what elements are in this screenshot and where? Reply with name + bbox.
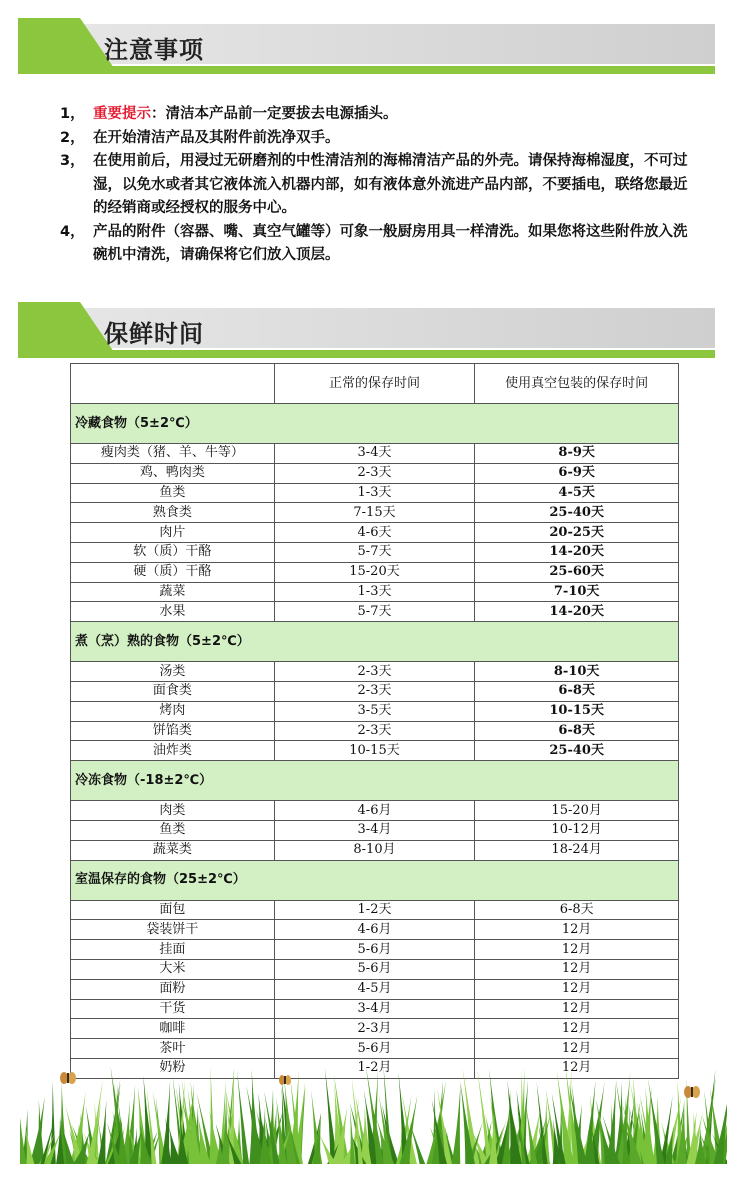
table-row <box>71 662 679 682</box>
freshness-banner <box>18 302 715 358</box>
vacuum-storage-cell: 12月 <box>475 1039 679 1059</box>
food-name-cell: 咖啡 <box>71 1019 275 1039</box>
vacuum-storage-cell: 8-10天 <box>475 662 679 682</box>
normal-storage-cell: 8-10月 <box>274 840 475 860</box>
vacuum-storage-cell: 8-9天 <box>475 444 679 464</box>
table-row <box>71 582 679 602</box>
table-header-row <box>71 364 679 404</box>
banner-underline <box>18 350 715 358</box>
vacuum-storage-cell: 20-25天 <box>475 523 679 543</box>
food-name-cell: 鱼类 <box>71 483 275 503</box>
normal-storage-cell: 4-6天 <box>274 523 475 543</box>
notice-item <box>60 150 700 221</box>
table-row <box>71 820 679 840</box>
category-label: 冷冻食物（-18±2℃） <box>71 761 679 801</box>
food-name-cell: 面包 <box>71 900 275 920</box>
table-row <box>71 681 679 701</box>
vacuum-storage-cell: 12月 <box>475 979 679 999</box>
normal-storage-cell: 4-6月 <box>274 920 475 940</box>
normal-storage-cell: 1-3天 <box>274 483 475 503</box>
normal-storage-cell: 2-3天 <box>274 463 475 483</box>
food-name-cell: 软（质）干酪 <box>71 542 275 562</box>
notice-item <box>60 221 700 268</box>
notice-item-text: 在开始清洁产品及其附件前洗净双手。 <box>93 129 340 146</box>
vacuum-storage-cell: 10-15天 <box>475 701 679 721</box>
notice-item-text: ：清洁本产品前一定要拔去电源插头。 <box>151 106 398 122</box>
storage-time-table <box>70 363 679 1079</box>
vacuum-storage-cell: 25-40天 <box>475 503 679 523</box>
table-row <box>71 463 679 483</box>
header-food <box>71 364 275 404</box>
table-row <box>71 523 679 543</box>
normal-storage-cell: 7-15天 <box>274 503 475 523</box>
vacuum-storage-cell: 6-8天 <box>475 681 679 701</box>
normal-storage-cell: 4-6月 <box>274 801 475 821</box>
food-name-cell: 汤类 <box>71 662 275 682</box>
table-body <box>71 404 679 1079</box>
vacuum-storage-cell: 10-12月 <box>475 820 679 840</box>
header-vacuum-storage: 使用真空包装的保存时间 <box>475 364 679 404</box>
vacuum-storage-cell: 18-24月 <box>475 840 679 860</box>
table-row <box>71 562 679 582</box>
notice-list <box>60 103 700 268</box>
food-name-cell: 茶叶 <box>71 1039 275 1059</box>
vacuum-storage-cell: 7-10天 <box>475 582 679 602</box>
table-row <box>71 602 679 622</box>
header-normal-storage: 正常的保存时间 <box>274 364 475 404</box>
normal-storage-cell: 3-4月 <box>274 820 475 840</box>
table-row <box>71 940 679 960</box>
banner-underline <box>18 66 715 74</box>
butterfly-icon <box>684 1086 700 1098</box>
food-name-cell: 蔬菜类 <box>71 840 275 860</box>
vacuum-storage-cell: 4-5天 <box>475 483 679 503</box>
vacuum-storage-cell: 6-9天 <box>475 463 679 483</box>
food-name-cell: 烤肉 <box>71 701 275 721</box>
vacuum-storage-cell: 25-40天 <box>475 741 679 761</box>
table-row <box>71 1039 679 1059</box>
notice-title: 注意事项 <box>104 36 204 64</box>
normal-storage-cell: 5-6月 <box>274 959 475 979</box>
food-name-cell: 肉片 <box>71 523 275 543</box>
vacuum-storage-cell: 14-20天 <box>475 542 679 562</box>
vacuum-storage-cell: 6-8天 <box>475 721 679 741</box>
table-row <box>71 801 679 821</box>
category-row <box>71 761 679 801</box>
vacuum-storage-cell: 14-20天 <box>475 602 679 622</box>
normal-storage-cell: 1-2月 <box>274 1058 475 1078</box>
vacuum-storage-cell: 12月 <box>475 959 679 979</box>
vacuum-storage-cell: 12月 <box>475 1019 679 1039</box>
grass-decoration <box>20 1060 727 1164</box>
food-name-cell: 面粉 <box>71 979 275 999</box>
category-label: 煮（烹）熟的食物（5±2℃） <box>71 622 679 662</box>
table-row <box>71 1019 679 1039</box>
food-name-cell: 瘦肉类（猪、羊、牛等） <box>71 444 275 464</box>
vacuum-storage-cell: 15-20月 <box>475 801 679 821</box>
food-name-cell: 蔬菜 <box>71 582 275 602</box>
food-name-cell: 饼馅类 <box>71 721 275 741</box>
food-name-cell: 袋装饼干 <box>71 920 275 940</box>
notice-item <box>60 103 700 127</box>
vacuum-storage-cell: 6-8天 <box>475 900 679 920</box>
notice-item-number: 1， <box>60 106 85 122</box>
normal-storage-cell: 5-7天 <box>274 542 475 562</box>
normal-storage-cell: 2-3天 <box>274 681 475 701</box>
notice-banner <box>18 18 715 74</box>
food-name-cell: 鱼类 <box>71 820 275 840</box>
table-row <box>71 721 679 741</box>
normal-storage-cell: 2-3月 <box>274 1019 475 1039</box>
vacuum-storage-cell: 12月 <box>475 999 679 1019</box>
category-label: 冷藏食物（5±2℃） <box>71 404 679 444</box>
vacuum-storage-cell: 25-60天 <box>475 562 679 582</box>
butterfly-icon <box>60 1072 76 1084</box>
table-row <box>71 701 679 721</box>
table-row <box>71 444 679 464</box>
food-name-cell: 硬（质）干酪 <box>71 562 275 582</box>
normal-storage-cell: 1-3天 <box>274 582 475 602</box>
table-row <box>71 920 679 940</box>
food-name-cell: 油炸类 <box>71 741 275 761</box>
normal-storage-cell: 5-6月 <box>274 940 475 960</box>
food-name-cell: 水果 <box>71 602 275 622</box>
notice-item-text: 在使用前后，用浸过无研磨剂的中性清洁剂的海棉清洁产品的外壳。请保持海棉湿度，不可过湿，以免水或者其它液体流入机器内部，如有液体意外流进产品内部，不要插电，联络您最近的经销商或经授权的服务中心。 <box>93 153 688 216</box>
normal-storage-cell: 4-5月 <box>274 979 475 999</box>
category-row <box>71 622 679 662</box>
normal-storage-cell: 3-4天 <box>274 444 475 464</box>
notice-highlight: 重要提示 <box>93 106 151 122</box>
normal-storage-cell: 3-5天 <box>274 701 475 721</box>
notice-item-number: 3， <box>60 153 85 169</box>
food-name-cell: 肉类 <box>71 801 275 821</box>
normal-storage-cell: 3-4月 <box>274 999 475 1019</box>
food-name-cell: 面食类 <box>71 681 275 701</box>
normal-storage-cell: 1-2天 <box>274 900 475 920</box>
notice-item <box>60 127 700 151</box>
food-name-cell: 大米 <box>71 959 275 979</box>
table-row <box>71 959 679 979</box>
normal-storage-cell: 5-6月 <box>274 1039 475 1059</box>
normal-storage-cell: 5-7天 <box>274 602 475 622</box>
table-row <box>71 840 679 860</box>
table-row <box>71 979 679 999</box>
notice-item-number: 2， <box>60 129 85 146</box>
food-name-cell: 熟食类 <box>71 503 275 523</box>
normal-storage-cell: 2-3天 <box>274 721 475 741</box>
normal-storage-cell: 2-3天 <box>274 662 475 682</box>
vacuum-storage-cell: 12月 <box>475 940 679 960</box>
notice-item-number: 4， <box>60 223 85 240</box>
food-name-cell: 干货 <box>71 999 275 1019</box>
freshness-title: 保鲜时间 <box>104 320 204 348</box>
butterfly-icon <box>279 1075 291 1085</box>
table-row <box>71 999 679 1019</box>
normal-storage-cell: 15-20天 <box>274 562 475 582</box>
category-row <box>71 860 679 900</box>
table-row <box>71 900 679 920</box>
table-row <box>71 503 679 523</box>
notice-item-text: 产品的附件（容器、嘴、真空气罐等）可象一般厨房用具一样清洗。如果您将这些附件放入洗碗机中清洗，请确保将它们放入顶层。 <box>93 223 688 263</box>
table-row <box>71 741 679 761</box>
category-row <box>71 404 679 444</box>
normal-storage-cell: 10-15天 <box>274 741 475 761</box>
category-label: 室温保存的食物（25±2℃） <box>71 860 679 900</box>
food-name-cell: 鸡、鸭肉类 <box>71 463 275 483</box>
table-row <box>71 483 679 503</box>
food-name-cell: 奶粉 <box>71 1058 275 1078</box>
table-row <box>71 542 679 562</box>
food-name-cell: 挂面 <box>71 940 275 960</box>
vacuum-storage-cell: 12月 <box>475 1058 679 1078</box>
vacuum-storage-cell: 12月 <box>475 920 679 940</box>
